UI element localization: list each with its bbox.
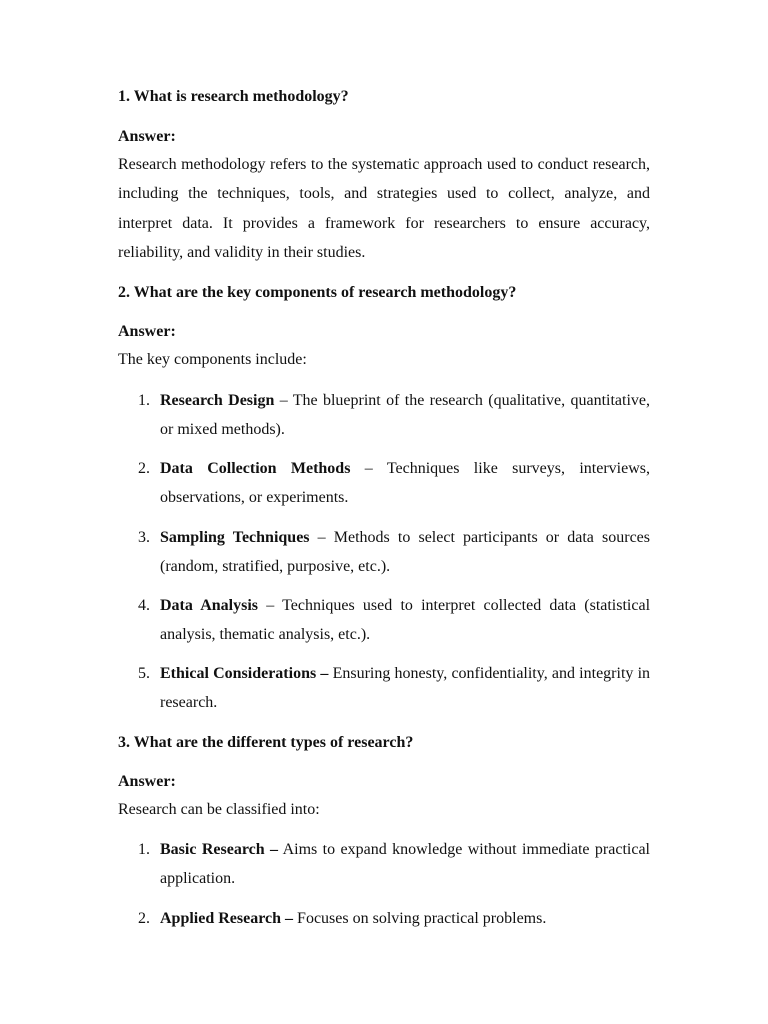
list-item-term: Data Collection Methods (160, 460, 351, 477)
list-item-body (160, 659, 650, 718)
list-item-term: Sampling Techniques (160, 529, 310, 546)
list-item-number: 1. (138, 841, 150, 858)
list-item-text: Techniques used to interpret collected data (statistical analysis, thematic analysis, etc.). (160, 597, 651, 644)
list-item-body (160, 523, 650, 582)
list-item-body (160, 835, 650, 894)
list-item-text: Ensuring honesty, confidentiality, and integrity in research. (160, 665, 651, 712)
list-item-number: 1. (138, 392, 150, 409)
list-item-term: Data Analysis (160, 597, 258, 614)
list-item-number: 5. (138, 665, 150, 682)
list-item-term: Ethical Considerations – (160, 665, 329, 682)
list-item-text: Focuses on solving practical problems. (297, 910, 547, 927)
list-item-body (160, 904, 650, 933)
list-item-term: Applied Research – (160, 910, 294, 927)
list-item-text: The blueprint of the research (qualitative, quantitative, or mixed methods). (160, 392, 650, 439)
list-item-number: 3. (138, 529, 150, 546)
question-2-heading: 2. What are the key components of research methodology? (118, 284, 517, 301)
question-3-heading: 3. What are the different types of research? (118, 734, 414, 751)
question-2-answer-label: Answer: (118, 323, 176, 340)
list-item-number: 2. (138, 910, 150, 927)
list-item-term: Basic Research – (160, 841, 279, 858)
list-item-separator: – (274, 392, 293, 409)
list-item-term: Research Design (160, 392, 275, 409)
list-item-body (160, 591, 650, 650)
question-3-answer-label: Answer: (118, 773, 176, 790)
list-item-text: Aims to expand knowledge without immediate practical application. (160, 841, 651, 888)
question-1-answer-text: Research methodology refers to the systematic approach used to conduct research, including the techniques, tools, and strategies used to collect, analyze, and interpret data. It provides a framework for researchers to ensure accuracy, reliability, and validity in their studies. (118, 156, 650, 261)
list-item-number: 4. (138, 597, 150, 614)
list-item-text: Methods to select participants or data sources (random, stratified, purposive, etc.). (160, 529, 650, 576)
list-item-text: Techniques like surveys, interviews, observations, or experiments. (160, 460, 650, 507)
list-item-number: 2. (138, 460, 150, 477)
question-1-heading: 1. What is research methodology? (118, 88, 349, 105)
question-2-intro: The key components include: (118, 351, 307, 368)
question-1-answer-label: Answer: (118, 128, 176, 145)
list-item-body (160, 386, 650, 445)
list-item-separator: – (258, 597, 283, 614)
list-item-body (160, 454, 650, 513)
list-item-separator: – (309, 529, 334, 546)
question-3-intro: Research can be classified into: (118, 801, 320, 818)
list-item-separator: – (350, 460, 387, 477)
